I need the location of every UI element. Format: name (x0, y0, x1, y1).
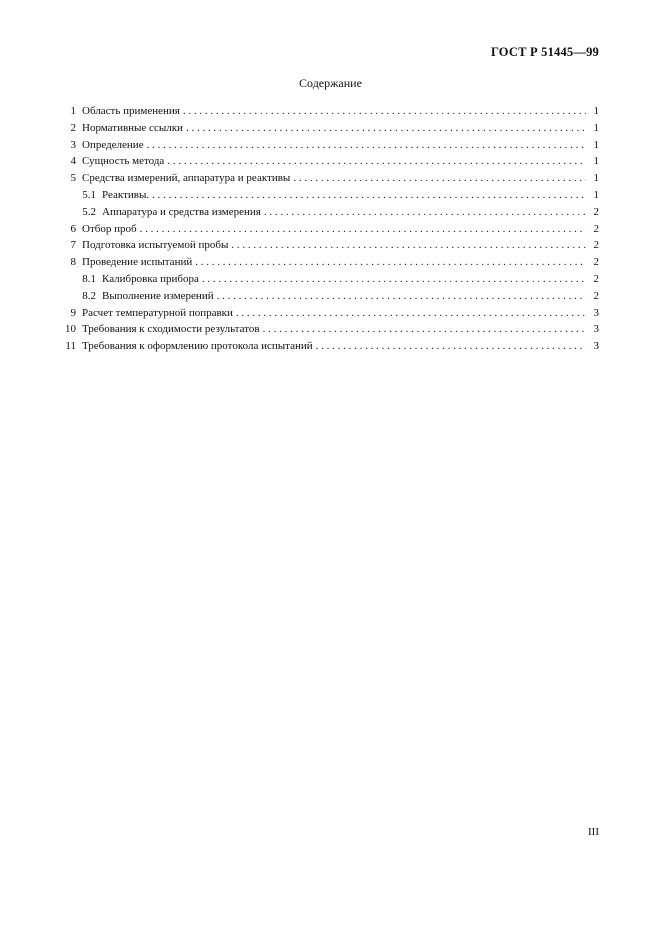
toc-entry-label: Расчет температурной поправки (82, 306, 233, 319)
dot-leader (236, 305, 586, 322)
toc-entry (58, 153, 599, 170)
dot-leader (264, 204, 586, 221)
toc-entry (58, 103, 599, 120)
toc-entry-number: 10 (65, 323, 76, 336)
dot-leader (147, 137, 586, 154)
toc-entry (58, 170, 599, 187)
dot-leader (316, 338, 586, 355)
dot-leader (186, 120, 586, 137)
toc-entry (58, 221, 599, 238)
toc-entry-page: 2 (593, 272, 599, 285)
toc-entry (58, 120, 599, 137)
toc-entry-page: 1 (593, 121, 599, 134)
dot-leader (217, 288, 586, 305)
toc-entry-label: Аппаратура и средства измерения (102, 205, 261, 218)
toc-subentry (58, 187, 599, 204)
toc-entry-label: Требования к оформлению протокола испытаний (82, 340, 313, 353)
toc-entry-page: 2 (593, 222, 599, 235)
toc-entry-number: 9 (70, 306, 76, 319)
toc-subentry (58, 204, 599, 221)
toc-entry-label: Проведение испытаний (82, 256, 193, 269)
dot-leader (195, 254, 586, 271)
toc-entry-label: Калибровка прибора (102, 272, 199, 285)
toc-entry (58, 237, 599, 254)
toc-entry-page: 3 (593, 323, 599, 336)
toc-entry-label: Область применения (82, 105, 180, 117)
toc-entry-number: 11 (65, 340, 76, 353)
toc-entry (58, 254, 599, 271)
toc-entry-label: Выполнение измерений (102, 289, 214, 302)
document-code-header: ГОСТ Р 51445—99 (490, 45, 599, 59)
toc-entry-page: 1 (593, 105, 599, 117)
toc-entry-page: 2 (593, 205, 599, 218)
toc-entry-label: Средства измерений, аппаратура и реактивы (82, 172, 291, 185)
dot-leader (140, 221, 586, 238)
toc-entry-number: 2 (70, 121, 76, 134)
toc-entry-page: 1 (593, 172, 599, 185)
page-number: III (588, 826, 599, 838)
dot-leader (152, 187, 586, 204)
toc-entry (58, 338, 599, 355)
dot-leader (167, 153, 586, 170)
toc-title: Содержание (299, 76, 362, 90)
toc-entry-number: 8.1 (82, 272, 96, 285)
toc-entry-number: 5.1 (82, 188, 96, 201)
toc-entry-page: 3 (593, 306, 599, 319)
dot-leader (293, 170, 586, 187)
toc-entry-label: Требования к сходимости результатов (82, 323, 260, 336)
toc-entry-number: 5.2 (82, 205, 96, 218)
toc-entry-label: Сущность метода (82, 155, 165, 168)
toc-entry-label: Нормативные ссылки (82, 121, 183, 134)
toc-entry-page: 3 (593, 340, 599, 353)
table-of-contents (58, 103, 599, 355)
toc-subentry (58, 288, 599, 305)
toc-entry (58, 321, 599, 338)
toc-entry-number: 3 (70, 138, 76, 151)
toc-entry-number: 8 (70, 256, 76, 269)
toc-entry-number: 4 (70, 155, 76, 168)
toc-entry-label: Реактивы. (102, 188, 150, 201)
dot-leader (183, 103, 586, 120)
toc-entry-page: 1 (593, 188, 599, 201)
toc-entry-label: Отбор проб (82, 222, 137, 235)
toc-entry (58, 305, 599, 322)
toc-entry (58, 137, 599, 154)
toc-entry-label: Подготовка испытуемой пробы (82, 239, 229, 252)
dot-leader (231, 237, 586, 254)
toc-entry-page: 1 (593, 138, 599, 151)
dot-leader (202, 271, 586, 288)
toc-entry-number: 5 (70, 172, 76, 185)
toc-entry-number: 6 (70, 222, 76, 235)
dot-leader (263, 321, 586, 338)
toc-entry-page: 2 (593, 289, 599, 302)
toc-entry-number: 1 (70, 105, 76, 117)
toc-subentry (58, 271, 599, 288)
toc-entry-page: 2 (593, 239, 599, 252)
toc-entry-number: 7 (70, 239, 76, 252)
toc-entry-number: 8.2 (82, 289, 96, 302)
toc-entry-label: Определение (82, 138, 144, 151)
toc-entry-page: 2 (593, 256, 599, 269)
toc-entry-page: 1 (593, 155, 599, 168)
